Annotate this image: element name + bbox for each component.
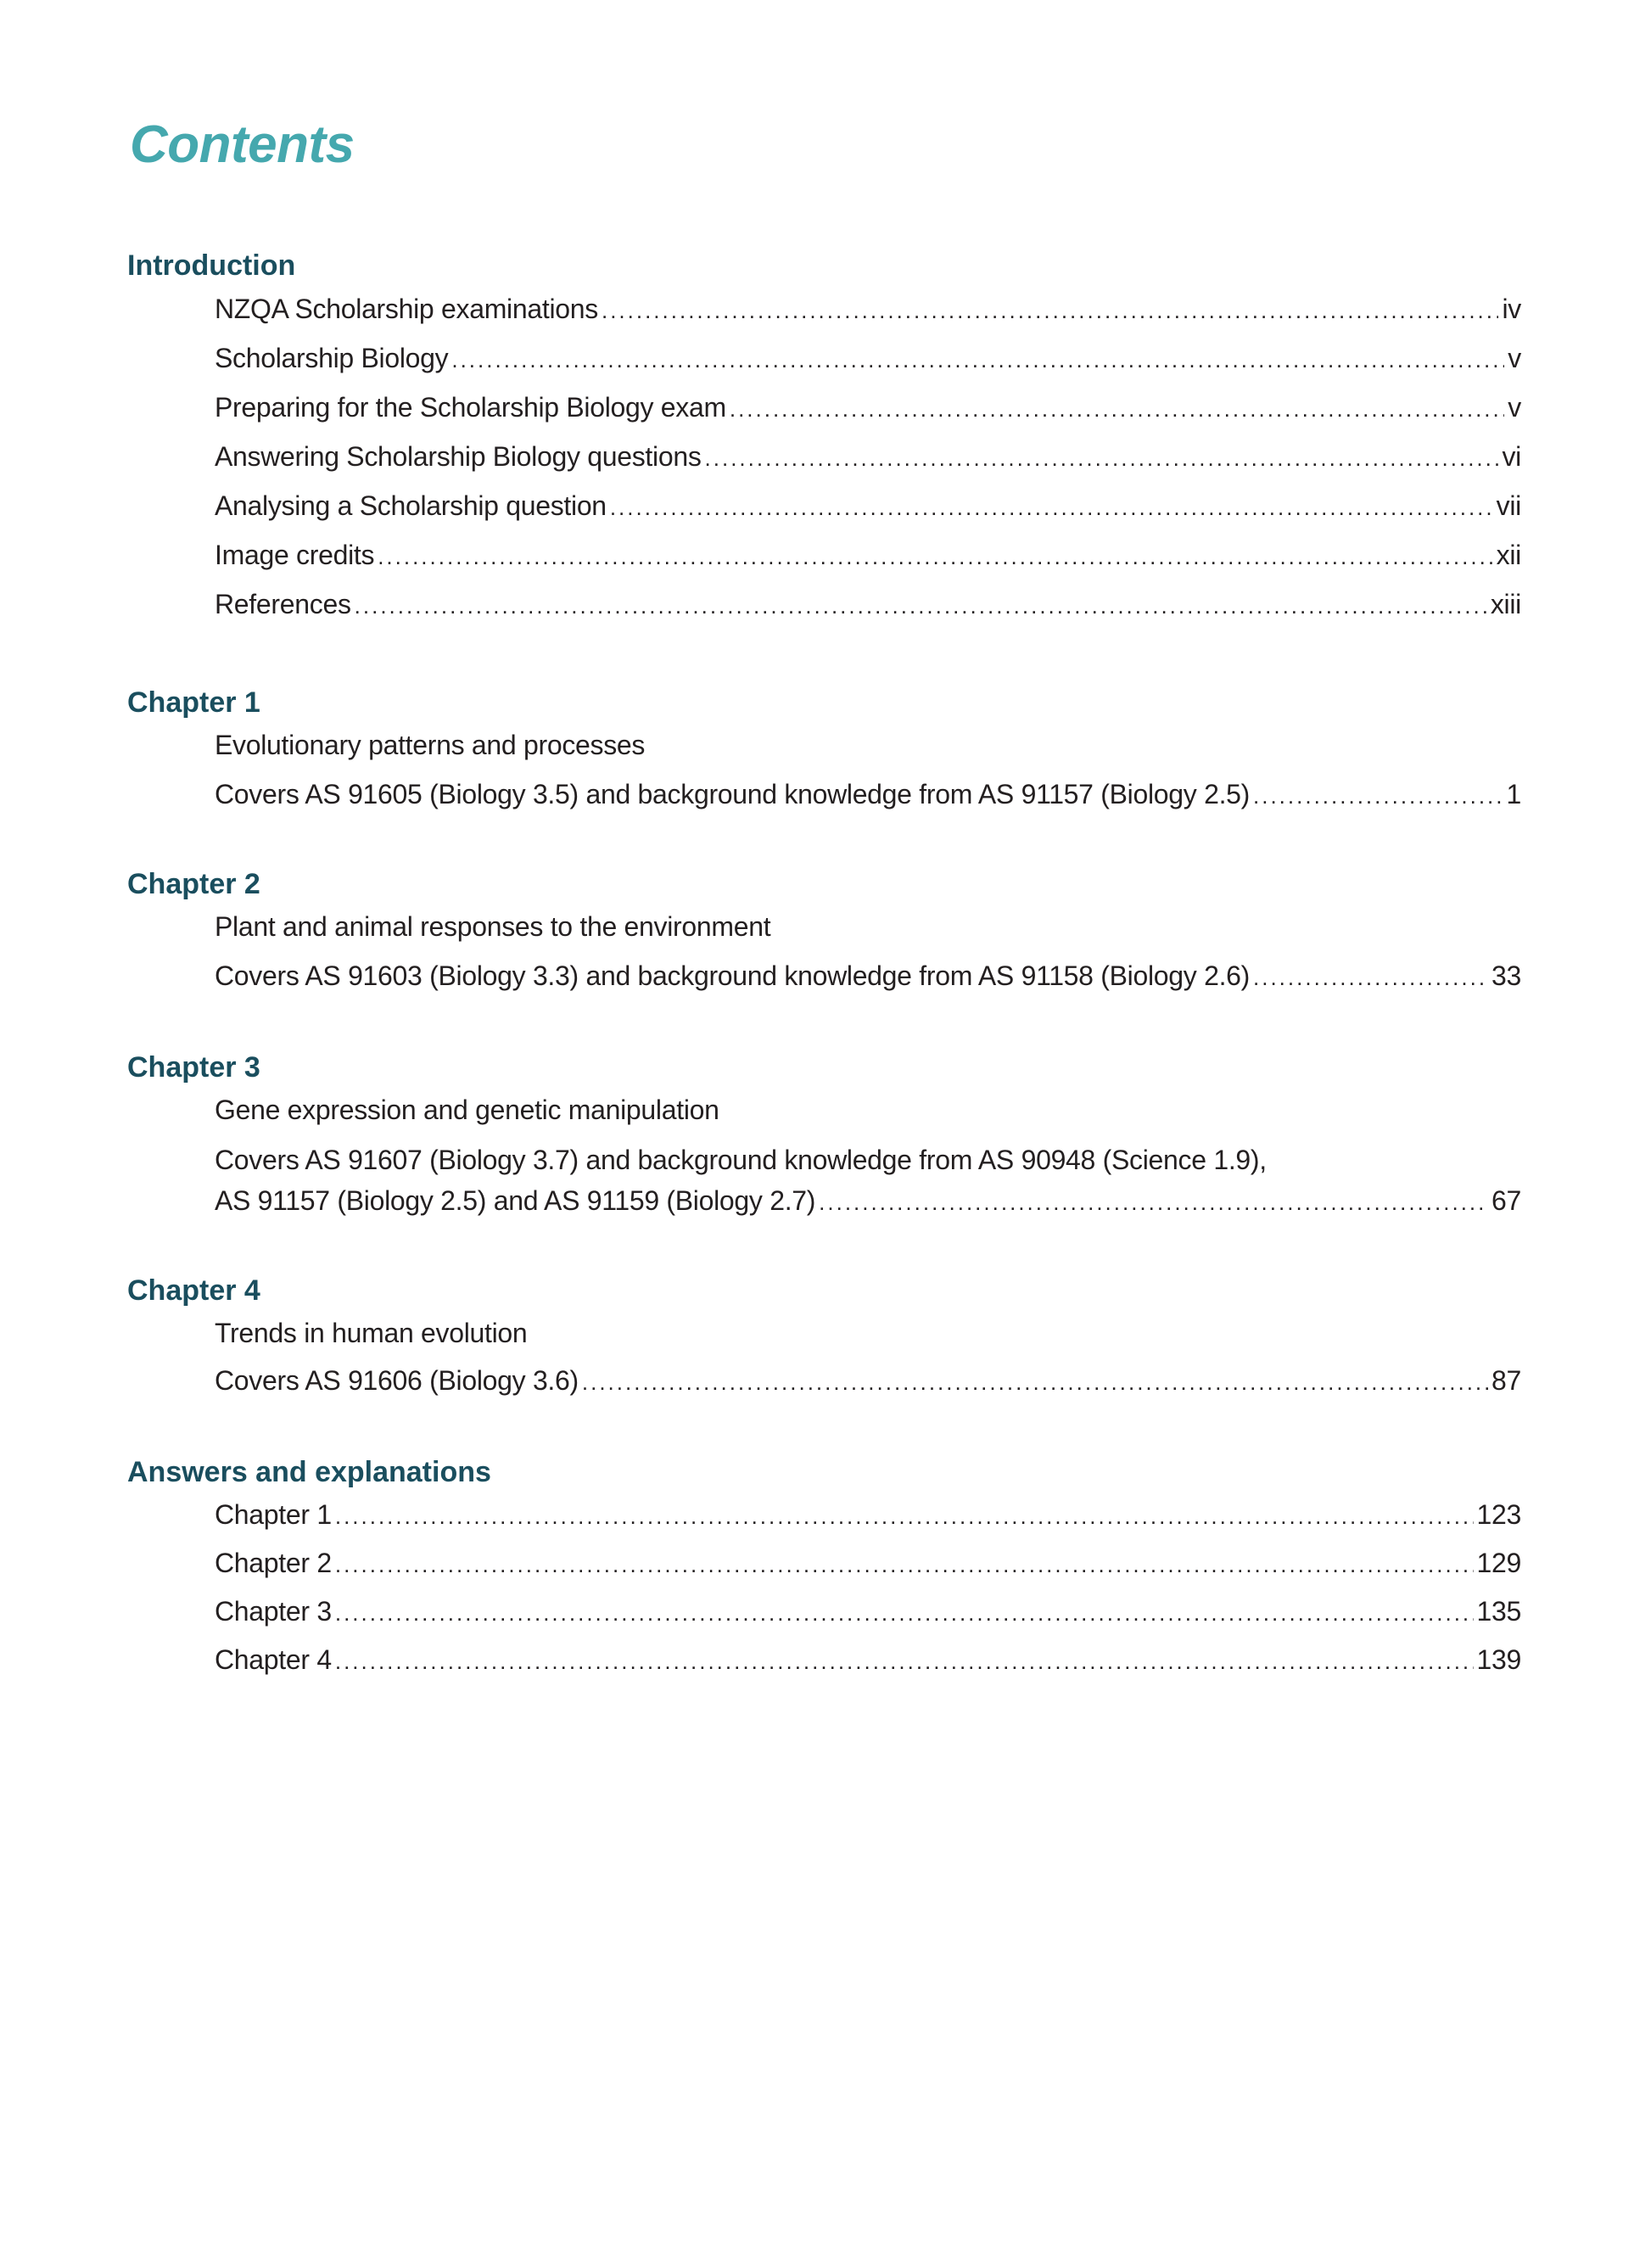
toc-entry-page: 129: [1476, 1548, 1521, 1578]
section-heading-answers: Answers and explanations: [127, 1456, 491, 1488]
toc-entry[interactable]: [215, 341, 1521, 375]
toc-entry-label: Chapter 2: [215, 1548, 332, 1578]
toc-entry-label: Covers AS 91603 (Biology 3.3) and background knowledge from AS 91158 (Biology 2.6): [215, 960, 1251, 991]
section-heading-introduction: Introduction: [127, 249, 296, 282]
toc-entry[interactable]: [215, 587, 1521, 621]
dot-leader: [451, 343, 1504, 377]
toc-entry[interactable]: [215, 1498, 1521, 1532]
toc-entry-page: xiii: [1490, 589, 1521, 619]
dot-leader: [730, 392, 1504, 426]
chapter-covers-line: Covers AS 91607 (Biology 3.7) and background knowledge from AS 90948 (Science 1.9),: [215, 1145, 1267, 1175]
dot-leader: [705, 441, 1499, 475]
dot-leader: [335, 1644, 1474, 1678]
toc-entry-page: vi: [1502, 441, 1521, 472]
section-heading-chapter-1: Chapter 1: [127, 686, 260, 719]
toc-entry-page: v: [1508, 343, 1521, 373]
toc-entry-label: Answering Scholarship Biology questions: [215, 441, 702, 472]
toc-entry-label: Covers AS 91605 (Biology 3.5) and background knowledge from AS 91157 (Biology 2.5): [215, 779, 1251, 809]
toc-entry[interactable]: [215, 489, 1521, 523]
toc-entry-page: 67: [1491, 1185, 1521, 1216]
toc-entry[interactable]: [215, 1184, 1521, 1218]
section-heading-chapter-4: Chapter 4: [127, 1274, 260, 1307]
toc-entry-page: v: [1508, 392, 1521, 423]
toc-entry-page: 1: [1506, 779, 1521, 809]
toc-entry-page: 87: [1491, 1365, 1521, 1396]
toc-entry[interactable]: [215, 292, 1521, 326]
toc-entry-page: 139: [1476, 1644, 1521, 1675]
dot-leader: [582, 1365, 1488, 1399]
toc-entry-label: Image credits: [215, 540, 375, 570]
toc-entry[interactable]: [215, 538, 1521, 572]
dot-leader: [335, 1548, 1474, 1582]
toc-entry-label: Chapter 1: [215, 1499, 332, 1530]
toc-entry-page: vii: [1496, 490, 1521, 521]
toc-entry[interactable]: [215, 1643, 1521, 1677]
toc-entry-page: 33: [1491, 960, 1521, 991]
toc-entry-label: Covers AS 91606 (Biology 3.6): [215, 1365, 579, 1396]
toc-entry-label: References: [215, 589, 351, 619]
toc-entry[interactable]: [215, 390, 1521, 424]
dot-leader: [355, 589, 1487, 623]
dot-leader: [610, 490, 1493, 524]
toc-entry[interactable]: [215, 959, 1521, 993]
section-heading-chapter-3: Chapter 3: [127, 1051, 260, 1084]
chapter-subtitle: Trends in human evolution: [215, 1318, 528, 1348]
toc-entry[interactable]: [215, 1364, 1521, 1397]
toc-entry-page: xii: [1496, 540, 1521, 570]
dot-leader: [602, 294, 1499, 328]
dot-leader: [1253, 960, 1488, 994]
dot-leader: [335, 1596, 1474, 1630]
chapter-subtitle: Evolutionary patterns and processes: [215, 730, 646, 760]
toc-entry-page: 135: [1476, 1596, 1521, 1627]
dot-leader: [378, 540, 1492, 574]
toc-entry[interactable]: [215, 777, 1521, 811]
toc-entry-label: AS 91157 (Biology 2.5) and AS 91159 (Biology 2.7): [215, 1185, 816, 1216]
chapter-subtitle: Plant and animal responses to the environment: [215, 911, 771, 942]
toc-entry[interactable]: [215, 1594, 1521, 1628]
toc-entry-label: Chapter 4: [215, 1644, 332, 1675]
toc-entry-label: Chapter 3: [215, 1596, 332, 1627]
dot-leader: [1253, 779, 1503, 813]
chapter-subtitle: Gene expression and genetic manipulation: [215, 1095, 719, 1125]
toc-entry[interactable]: [215, 1546, 1521, 1580]
toc-entry-label: Scholarship Biology: [215, 343, 449, 373]
page-title: Contents: [130, 115, 355, 174]
toc-entry-page: 123: [1476, 1499, 1521, 1530]
toc-entry-label: NZQA Scholarship examinations: [215, 294, 598, 324]
toc-entry[interactable]: [215, 440, 1521, 473]
toc-entry-label: Analysing a Scholarship question: [215, 490, 607, 521]
dot-leader: [335, 1499, 1474, 1533]
toc-entry-page: iv: [1502, 294, 1521, 324]
section-heading-chapter-2: Chapter 2: [127, 868, 260, 900]
toc-entry-label: Preparing for the Scholarship Biology exam: [215, 392, 726, 423]
dot-leader: [819, 1185, 1488, 1219]
